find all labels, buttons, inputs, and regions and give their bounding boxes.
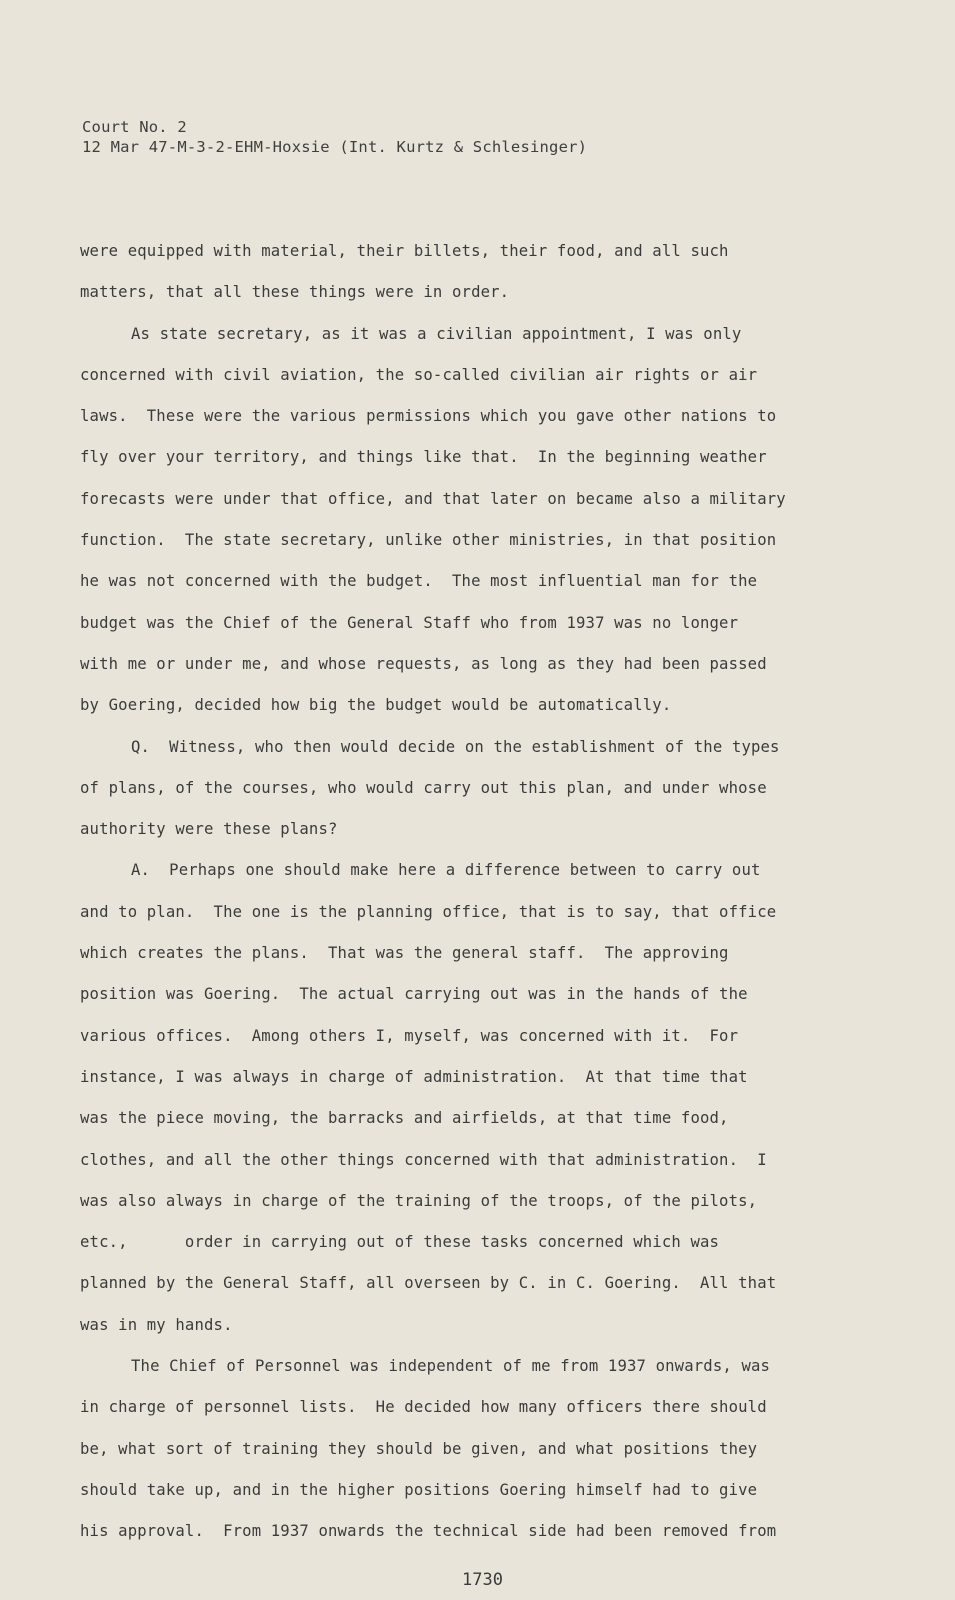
text-line: should take up, and in the higher positions Goering himself had to give xyxy=(80,1480,758,1499)
text-line: with me or under me, and whose requests, as long as they had been passed xyxy=(80,654,767,673)
text-line: of plans, of the courses, who would carry out this plan, and under whose xyxy=(80,778,767,797)
text-line: budget was the Chief of the General Staff who from 1937 was no longer xyxy=(80,613,739,632)
text-line: planned by the General Staff, all overseen by C. in C. Goering. All that xyxy=(80,1274,777,1293)
text-line: concerned with civil aviation, the so-called civilian air rights or air xyxy=(80,365,758,384)
text-line: authority were these plans? xyxy=(80,820,338,839)
court-number: Court No. 2 xyxy=(82,118,187,136)
text-line: function. The state secretary, unlike other ministries, in that position xyxy=(80,531,777,550)
text-line: was the piece moving, the barracks and airfields, at that time food, xyxy=(80,1109,729,1128)
text-line: forecasts were under that office, and that later on became also a military xyxy=(80,489,786,508)
text-line: was in my hands. xyxy=(80,1315,233,1334)
text-line: were equipped with material, their billets, their food, and all such xyxy=(80,242,729,260)
text-line: matters, that all these things were in order. xyxy=(80,283,510,302)
text-line: clothes, and all the other things concerned with that administration. I xyxy=(80,1150,767,1169)
text-line: etc., order in carrying out of these tasks concerned which was xyxy=(80,1233,720,1252)
reference-line: 12 Mar 47-M-3-2-EHM-Hoxsie (Int. Kurtz & Schlesinger) xyxy=(82,138,588,156)
paragraph-start: As state secretary, as it was a civilian appointment, I was only xyxy=(131,324,742,343)
text-line: and to plan. The one is the planning office, that is to say, that office xyxy=(80,902,777,921)
text-line: his approval. From 1937 onwards the technical side had been removed from xyxy=(80,1522,777,1541)
text-line: be, what sort of training they should be given, and what positions they xyxy=(80,1439,758,1458)
transcript-body xyxy=(80,240,860,1562)
text-line: laws. These were the various permissions which you gave other nations to xyxy=(80,407,777,426)
text-line: he was not concerned with the budget. The most influential man for the xyxy=(80,572,758,591)
text-line: in charge of personnel lists. He decided how many officers there should xyxy=(80,1398,767,1417)
text-line: which creates the plans. That was the general staff. The approving xyxy=(80,944,729,963)
text-line: various offices. Among others I, myself, was concerned with it. For xyxy=(80,1026,739,1045)
answer-start: A. Perhaps one should make here a difference between to carry out xyxy=(131,861,761,880)
document-header xyxy=(82,117,587,157)
text-line: instance, I was always in charge of administration. At that time that xyxy=(80,1067,748,1086)
paragraph-start: The Chief of Personnel was independent of me from 1937 onwards, was xyxy=(131,1357,771,1376)
text-line: fly over your territory, and things like that. In the beginning weather xyxy=(80,448,767,467)
page-number: 1730 xyxy=(462,1570,503,1590)
text-line: by Goering, decided how big the budget would be automatically. xyxy=(80,696,672,715)
text-line: was also always in charge of the training of the troops, of the pilots, xyxy=(80,1191,758,1210)
text-line: position was Goering. The actual carrying out was in the hands of the xyxy=(80,985,748,1004)
question-start: Q. Witness, who then would decide on the establishment of the types xyxy=(131,737,780,756)
